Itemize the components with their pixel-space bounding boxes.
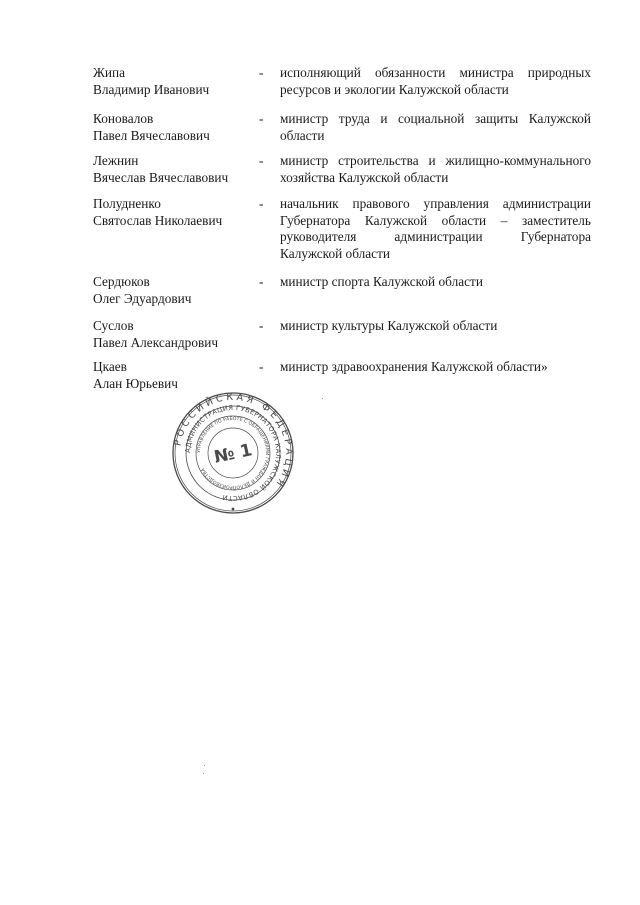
role-line: министр строительства и жилищно-коммунального	[280, 153, 591, 168]
member-name	[93, 65, 253, 98]
scan-speck	[204, 765, 205, 766]
member-given-name: Олег Эдуардович	[93, 290, 192, 306]
seal-number: № 1	[212, 440, 254, 468]
member-surname: Жипа	[93, 65, 126, 80]
seal-dot	[232, 508, 235, 511]
member-role	[280, 65, 591, 98]
member-dash: -	[259, 111, 264, 126]
member-surname: Лежнин	[93, 153, 139, 168]
member-surname: Сердюков	[93, 274, 150, 289]
role-line: хозяйства Калужской области	[280, 169, 449, 185]
member-surname: Коновалов	[93, 111, 154, 126]
member-name	[93, 274, 253, 307]
member-name	[93, 153, 253, 186]
member-given-name: Павел Вячеславович	[93, 127, 210, 143]
member-role	[280, 359, 591, 376]
member-surname: Цкаев	[93, 359, 127, 374]
member-role	[280, 153, 591, 186]
member-role	[280, 274, 591, 291]
seal-outer-text: РОССИЙСКАЯ ФЕДЕРАЦИЯ	[172, 391, 295, 491]
official-seal-stamp	[171, 391, 295, 515]
member-dash: -	[259, 359, 264, 374]
member-name	[93, 111, 253, 144]
member-dash: -	[259, 274, 264, 289]
role-line: министр труда и социальной защиты Калужской	[280, 111, 591, 126]
member-role	[280, 111, 591, 144]
member-surname: Полудненко	[93, 196, 161, 211]
member-name	[93, 196, 253, 229]
member-name	[93, 318, 253, 351]
member-given-name: Павел Александрович	[93, 334, 219, 350]
role-line: Губернатора Калужской области – заместитель	[280, 212, 591, 228]
role-line: области	[280, 127, 325, 143]
member-given-name: Вячеслав Вячеславович	[93, 169, 229, 185]
member-role	[280, 196, 591, 262]
role-line: ресурсов и экологии Калужской области	[280, 81, 509, 97]
seal-middle-text: АДМИНИСТРАЦИЯ ГУБЕРНАТОРА КАЛУЖСКОЙ ОБЛАСТИ	[183, 403, 283, 503]
scan-speck	[322, 398, 323, 399]
member-given-name: Алан Юрьевич	[93, 375, 178, 391]
member-name	[93, 359, 253, 392]
member-dash: -	[259, 65, 264, 80]
role-line: руководителя администрации Губернатора	[280, 229, 591, 244]
seal-inner-text: УПРАВЛЕНИЕ ПО РАБОТЕ С ОБРАЩЕНИЯМИ ГРАЖДАН И ДЕЛОПРОИЗВОДСТВА	[196, 416, 270, 490]
scan-speck	[203, 773, 204, 774]
member-given-name: Святослав Николаевич	[93, 212, 223, 228]
member-role	[280, 318, 591, 335]
role-line: министр спорта Калужской области	[280, 274, 483, 289]
member-dash: -	[259, 153, 264, 168]
member-given-name: Владимир Иванович	[93, 81, 210, 97]
role-line: министр здравоохранения Калужской области»	[280, 359, 548, 374]
role-line: министр культуры Калужской области	[280, 318, 498, 333]
member-dash: -	[259, 318, 264, 333]
member-surname: Суслов	[93, 318, 134, 333]
role-line: исполняющий обязанности министра природных	[280, 65, 591, 80]
role-line: начальник правового управления администрации	[280, 196, 591, 211]
role-line: Калужской области	[280, 245, 390, 261]
member-dash: -	[259, 196, 264, 211]
